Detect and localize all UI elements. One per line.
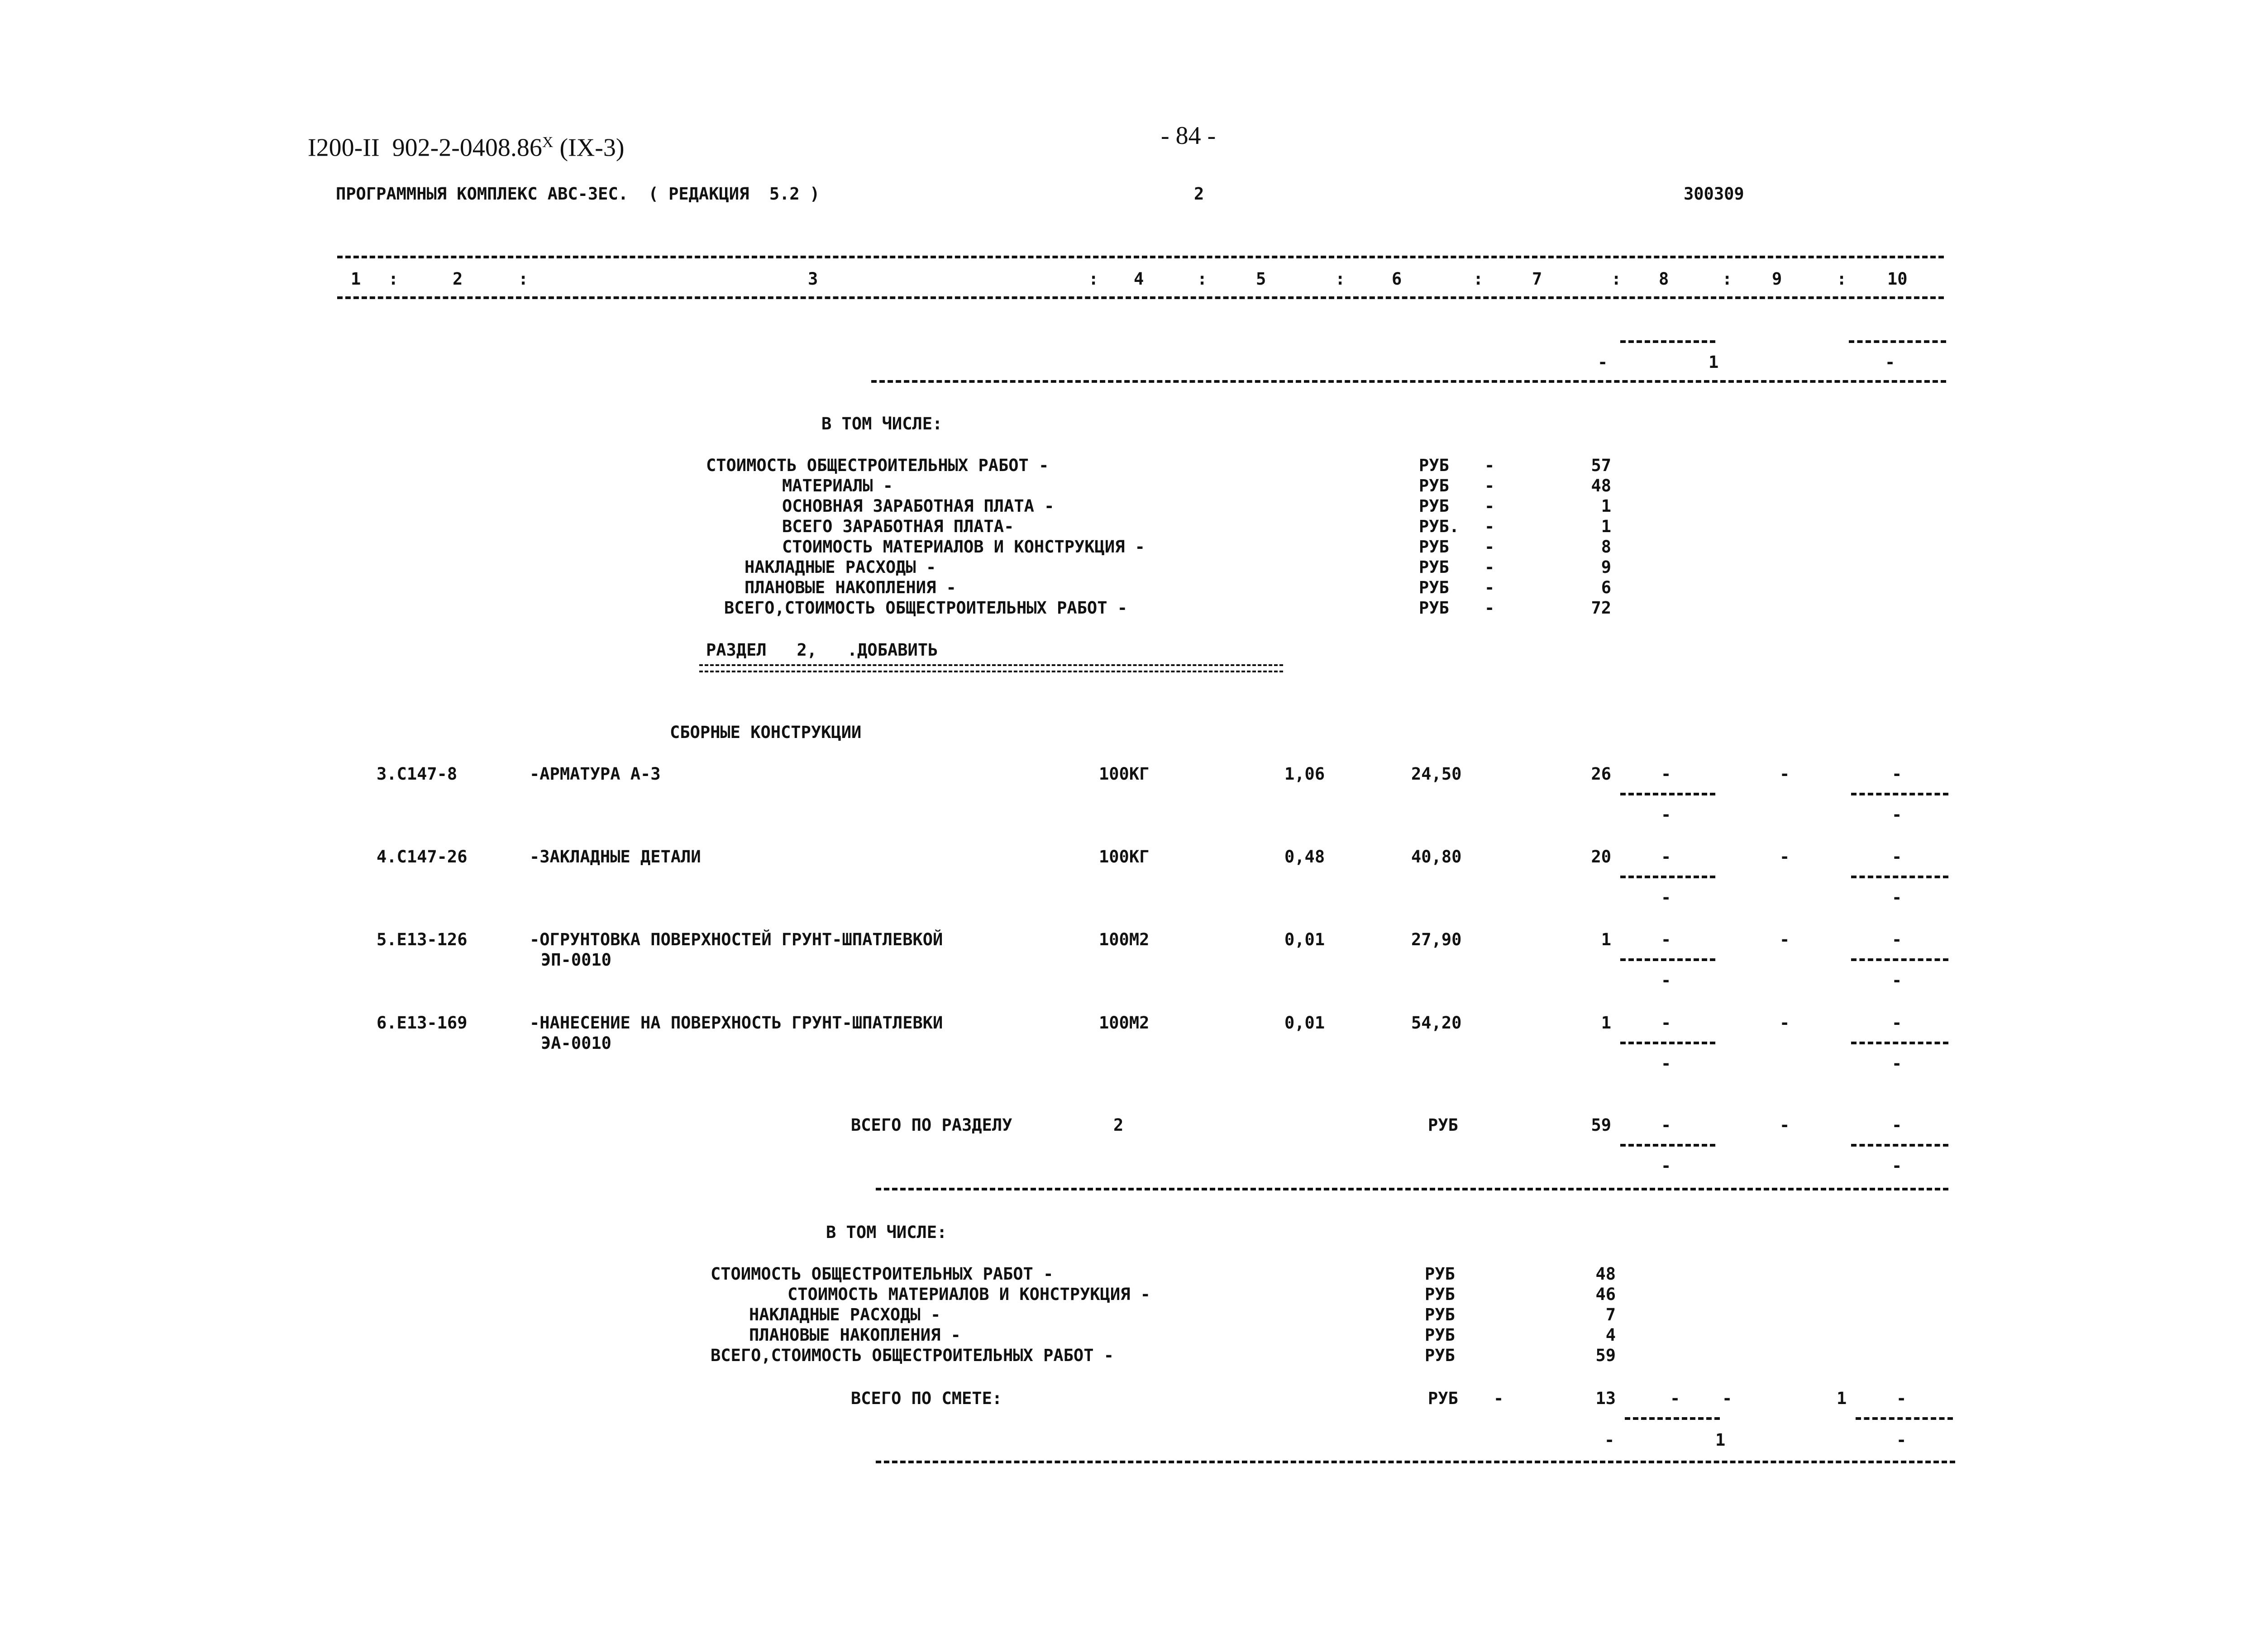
sub-rule bbox=[1620, 1144, 1715, 1147]
item-col9: - bbox=[1780, 1013, 1790, 1033]
summary-dash: - bbox=[1484, 537, 1495, 557]
section-total-number: 2 bbox=[1113, 1115, 1124, 1135]
summary-label: СТОИМОСТЬ ОБЩЕСТРОИТЕЛЬНЫХ РАБОТ - bbox=[706, 456, 1049, 475]
sub-rule bbox=[1851, 793, 1948, 795]
item-code: 6.Е13-169 bbox=[377, 1013, 468, 1033]
sub-rule bbox=[1620, 793, 1715, 795]
sub-rule bbox=[1620, 876, 1715, 878]
item-total: 26 bbox=[1591, 764, 1611, 784]
item-col8: - bbox=[1661, 847, 1671, 866]
summary-label: ВСЕГО,СТОИМОСТЬ ОБЩЕСТРОИТЕЛЬНЫХ РАБОТ - bbox=[711, 1346, 1114, 1365]
summary-value: 9 bbox=[1601, 557, 1611, 577]
summary-label: СТОИМОСТЬ МАТЕРИАЛОВ И КОНСТРУКЦИЯ - bbox=[788, 1285, 1150, 1304]
separator-rule bbox=[876, 1188, 1948, 1190]
page-number: - 84 - bbox=[1161, 122, 1216, 150]
col-sep: : bbox=[1611, 269, 1622, 289]
col-2: 2 bbox=[453, 269, 463, 289]
summary-unit: РУБ bbox=[1425, 1305, 1455, 1324]
summary-dash: - bbox=[1484, 496, 1495, 516]
item-unit: 100М2 bbox=[1099, 930, 1150, 949]
section-subheading: СБОРНЫЕ КОНСТРУКЦИИ bbox=[670, 723, 862, 742]
summary-label: СТОИМОСТЬ ОБЩЕСТРОИТЕЛЬНЫХ РАБОТ - bbox=[711, 1264, 1054, 1284]
section-total-col8: - bbox=[1661, 1115, 1671, 1135]
summary-unit: РУБ bbox=[1425, 1325, 1455, 1345]
summary-unit: РУБ bbox=[1419, 557, 1449, 577]
section-total-col10: - bbox=[1892, 1115, 1902, 1135]
summary-label: ПЛАНОВЫЕ НАКОПЛЕНИЯ - bbox=[749, 1325, 961, 1345]
item-price: 40,80 bbox=[1411, 847, 1462, 866]
item-total: 20 bbox=[1591, 847, 1611, 866]
col-1: 1 bbox=[351, 269, 361, 289]
grand-total-col9: 1 bbox=[1837, 1389, 1847, 1408]
separator-rule bbox=[871, 380, 1946, 383]
section-total-col9: - bbox=[1780, 1115, 1790, 1135]
item-price: 27,90 bbox=[1411, 930, 1462, 949]
sub-rule bbox=[1851, 876, 1948, 878]
document-code: I200-II $902-2-0408.86^X$ (IX-3) bbox=[308, 133, 625, 162]
col-sep: : bbox=[1197, 269, 1208, 289]
item-col8-lower: - bbox=[1661, 971, 1671, 990]
summary-unit: РУБ bbox=[1425, 1285, 1455, 1304]
sub-rule bbox=[1620, 1042, 1715, 1044]
summary-value: 48 bbox=[1595, 1264, 1616, 1284]
sub-rule bbox=[1856, 1417, 1953, 1420]
summary-label: НАКЛАДНЫЕ РАСХОДЫ - bbox=[745, 557, 936, 577]
col-sep: : bbox=[1837, 269, 1847, 289]
item-col10-lower: - bbox=[1892, 1054, 1902, 1073]
item-code: 5.Е13-126 bbox=[377, 930, 468, 949]
item-col8: - bbox=[1661, 1013, 1671, 1033]
summary-value: 48 bbox=[1591, 476, 1611, 495]
item-code: 3.С147-8 bbox=[377, 764, 458, 784]
summary-heading: В ТОМ ЧИСЛЕ: bbox=[821, 414, 943, 433]
summary-label: ВСЕГО,СТОИМОСТЬ ОБЩЕСТРОИТЕЛЬНЫХ РАБОТ - bbox=[724, 598, 1128, 618]
grand-total-unit: РУБ bbox=[1428, 1389, 1458, 1408]
grand-total-value: 13 bbox=[1595, 1389, 1616, 1408]
item-col9: - bbox=[1780, 847, 1790, 866]
col-6: 6 bbox=[1392, 269, 1402, 289]
top-row-dash: - bbox=[1598, 352, 1608, 372]
item-col10-lower: - bbox=[1892, 888, 1902, 907]
grand-total-col8a: - bbox=[1670, 1389, 1680, 1408]
item-name-cont: ЭП-0010 bbox=[541, 950, 611, 970]
column-header-bottom-rule bbox=[337, 296, 1944, 299]
item-col9: - bbox=[1780, 764, 1790, 784]
item-col10: - bbox=[1892, 1013, 1902, 1033]
item-name: -НАНЕСЕНИЕ НА ПОВЕРХНОСТЬ ГРУНТ-ШПАТЛЕВКИ bbox=[530, 1013, 943, 1033]
summary-label: МАТЕРИАЛЫ - bbox=[782, 476, 893, 495]
grand-total-col8b: - bbox=[1722, 1389, 1733, 1408]
section-title-double-rule bbox=[699, 664, 1283, 672]
summary-value: 59 bbox=[1595, 1346, 1616, 1365]
summary-dash: - bbox=[1484, 557, 1495, 577]
item-col10: - bbox=[1892, 930, 1902, 949]
program-name: ПРОГРАММНЫЯ КОМПЛЕКС АВС-ЗЕС. ( РЕДАКЦИЯ 5.2 ) bbox=[336, 184, 820, 204]
item-unit: 100М2 bbox=[1099, 1013, 1150, 1033]
item-price: 54,20 bbox=[1411, 1013, 1462, 1033]
summary-value: 46 bbox=[1595, 1285, 1616, 1304]
item-unit: 100КГ bbox=[1099, 847, 1150, 866]
section-title: РАЗДЕЛ 2, .ДОБАВИТЬ bbox=[706, 640, 938, 660]
grand-total-dash: - bbox=[1494, 1389, 1504, 1408]
section-total-value: 59 bbox=[1591, 1115, 1611, 1135]
summary-label: НАКЛАДНЫЕ РАСХОДЫ - bbox=[749, 1305, 941, 1324]
item-unit: 100КГ bbox=[1099, 764, 1150, 784]
summary-label: ВСЕГО ЗАРАБОТНАЯ ПЛАТА- bbox=[782, 517, 1014, 536]
section-total-unit: РУБ bbox=[1428, 1115, 1458, 1135]
grand-total-row2-dash: - bbox=[1604, 1430, 1615, 1450]
sheet-number: 2 bbox=[1194, 184, 1204, 204]
summary-unit: РУБ. bbox=[1419, 517, 1460, 536]
summary-unit: РУБ bbox=[1419, 496, 1449, 516]
col-sep: : bbox=[1722, 269, 1733, 289]
sub-rule bbox=[1851, 1144, 1948, 1147]
item-name-cont: ЭА-0010 bbox=[541, 1033, 611, 1053]
item-qty: 0,01 bbox=[1284, 1013, 1325, 1033]
summary-label: ОСНОВНАЯ ЗАРАБОТНАЯ ПЛАТА - bbox=[782, 496, 1055, 516]
col-sep: : bbox=[518, 269, 529, 289]
col-sep: : bbox=[1088, 269, 1099, 289]
summary-unit: РУБ bbox=[1425, 1264, 1455, 1284]
summary-unit: РУБ bbox=[1419, 537, 1449, 557]
sub-rule bbox=[1851, 958, 1948, 961]
item-name: -АРМАТУРА А-3 bbox=[530, 764, 661, 784]
section-total-col10-lower: - bbox=[1892, 1156, 1902, 1176]
item-col10: - bbox=[1892, 764, 1902, 784]
sub-rule bbox=[1849, 340, 1946, 343]
item-name: -ОГРУНТОВКА ПОВЕРХНОСТЕЙ ГРУНТ-ШПАТЛЕВКОЙ bbox=[530, 930, 943, 949]
summary-value: 72 bbox=[1591, 598, 1611, 618]
item-price: 24,50 bbox=[1411, 764, 1462, 784]
item-col8-lower: - bbox=[1661, 1054, 1671, 1073]
summary-value: 6 bbox=[1601, 578, 1611, 597]
col-sep: : bbox=[388, 269, 399, 289]
top-row-value: 1 bbox=[1709, 352, 1719, 372]
summary-dash: - bbox=[1484, 598, 1495, 618]
sub-rule bbox=[1620, 340, 1715, 343]
col-7: 7 bbox=[1532, 269, 1542, 289]
summary-dash: - bbox=[1484, 517, 1495, 536]
summary-value: 7 bbox=[1605, 1305, 1616, 1324]
top-row-dash: - bbox=[1885, 352, 1895, 372]
item-col9: - bbox=[1780, 930, 1790, 949]
summary-value: 1 bbox=[1601, 517, 1611, 536]
item-col10-lower: - bbox=[1892, 805, 1902, 824]
summary-heading: В ТОМ ЧИСЛЕ: bbox=[826, 1223, 947, 1242]
summary-value: 1 bbox=[1601, 496, 1611, 516]
grand-total-label: ВСЕГО ПО СМЕТЕ: bbox=[851, 1389, 1002, 1408]
sub-rule bbox=[1620, 958, 1715, 961]
item-col8: - bbox=[1661, 764, 1671, 784]
col-sep: : bbox=[1473, 269, 1484, 289]
summary-value: 4 bbox=[1605, 1325, 1616, 1345]
col-9: 9 bbox=[1772, 269, 1782, 289]
grand-total-col10: - bbox=[1896, 1389, 1907, 1408]
summary-label: ПЛАНОВЫЕ НАКОПЛЕНИЯ - bbox=[745, 578, 956, 597]
summary-unit: РУБ bbox=[1419, 578, 1449, 597]
document-id: 300309 bbox=[1684, 184, 1744, 204]
item-qty: 0,48 bbox=[1284, 847, 1325, 866]
final-rule bbox=[876, 1461, 1955, 1463]
summary-value: 57 bbox=[1591, 456, 1611, 475]
col-8: 8 bbox=[1659, 269, 1669, 289]
item-col8-lower: - bbox=[1661, 805, 1671, 824]
summary-dash: - bbox=[1484, 476, 1495, 495]
summary-unit: РУБ bbox=[1419, 598, 1449, 618]
item-qty: 0,01 bbox=[1284, 930, 1325, 949]
sub-rule bbox=[1625, 1417, 1720, 1420]
col-3: 3 bbox=[808, 269, 818, 289]
item-code: 4.С147-26 bbox=[377, 847, 468, 866]
item-col8-lower: - bbox=[1661, 888, 1671, 907]
summary-unit: РУБ bbox=[1419, 456, 1449, 475]
summary-value: 8 bbox=[1601, 537, 1611, 557]
summary-label: СТОИМОСТЬ МАТЕРИАЛОВ И КОНСТРУКЦИЯ - bbox=[782, 537, 1145, 557]
col-sep: : bbox=[1335, 269, 1346, 289]
item-total: 1 bbox=[1601, 1013, 1611, 1033]
item-col10: - bbox=[1892, 847, 1902, 866]
col-5: 5 bbox=[1256, 269, 1266, 289]
summary-dash: - bbox=[1484, 578, 1495, 597]
summary-unit: РУБ bbox=[1419, 476, 1449, 495]
item-total: 1 bbox=[1601, 930, 1611, 949]
col-10: 10 bbox=[1887, 269, 1908, 289]
item-col8: - bbox=[1661, 930, 1671, 949]
section-total-label: ВСЕГО ПО РАЗДЕЛУ bbox=[851, 1115, 1012, 1135]
grand-total-row2-value: 1 bbox=[1715, 1430, 1726, 1450]
column-header-top-rule bbox=[337, 256, 1944, 258]
col-4: 4 bbox=[1134, 269, 1144, 289]
item-qty: 1,06 bbox=[1284, 764, 1325, 784]
section-total-col8-lower: - bbox=[1661, 1156, 1671, 1176]
item-col10-lower: - bbox=[1892, 971, 1902, 990]
grand-total-row2-col10: - bbox=[1896, 1430, 1907, 1450]
sub-rule bbox=[1851, 1042, 1948, 1044]
summary-dash: - bbox=[1484, 456, 1495, 475]
item-name: -ЗАКЛАДНЫЕ ДЕТАЛИ bbox=[530, 847, 701, 866]
summary-unit: РУБ bbox=[1425, 1346, 1455, 1365]
